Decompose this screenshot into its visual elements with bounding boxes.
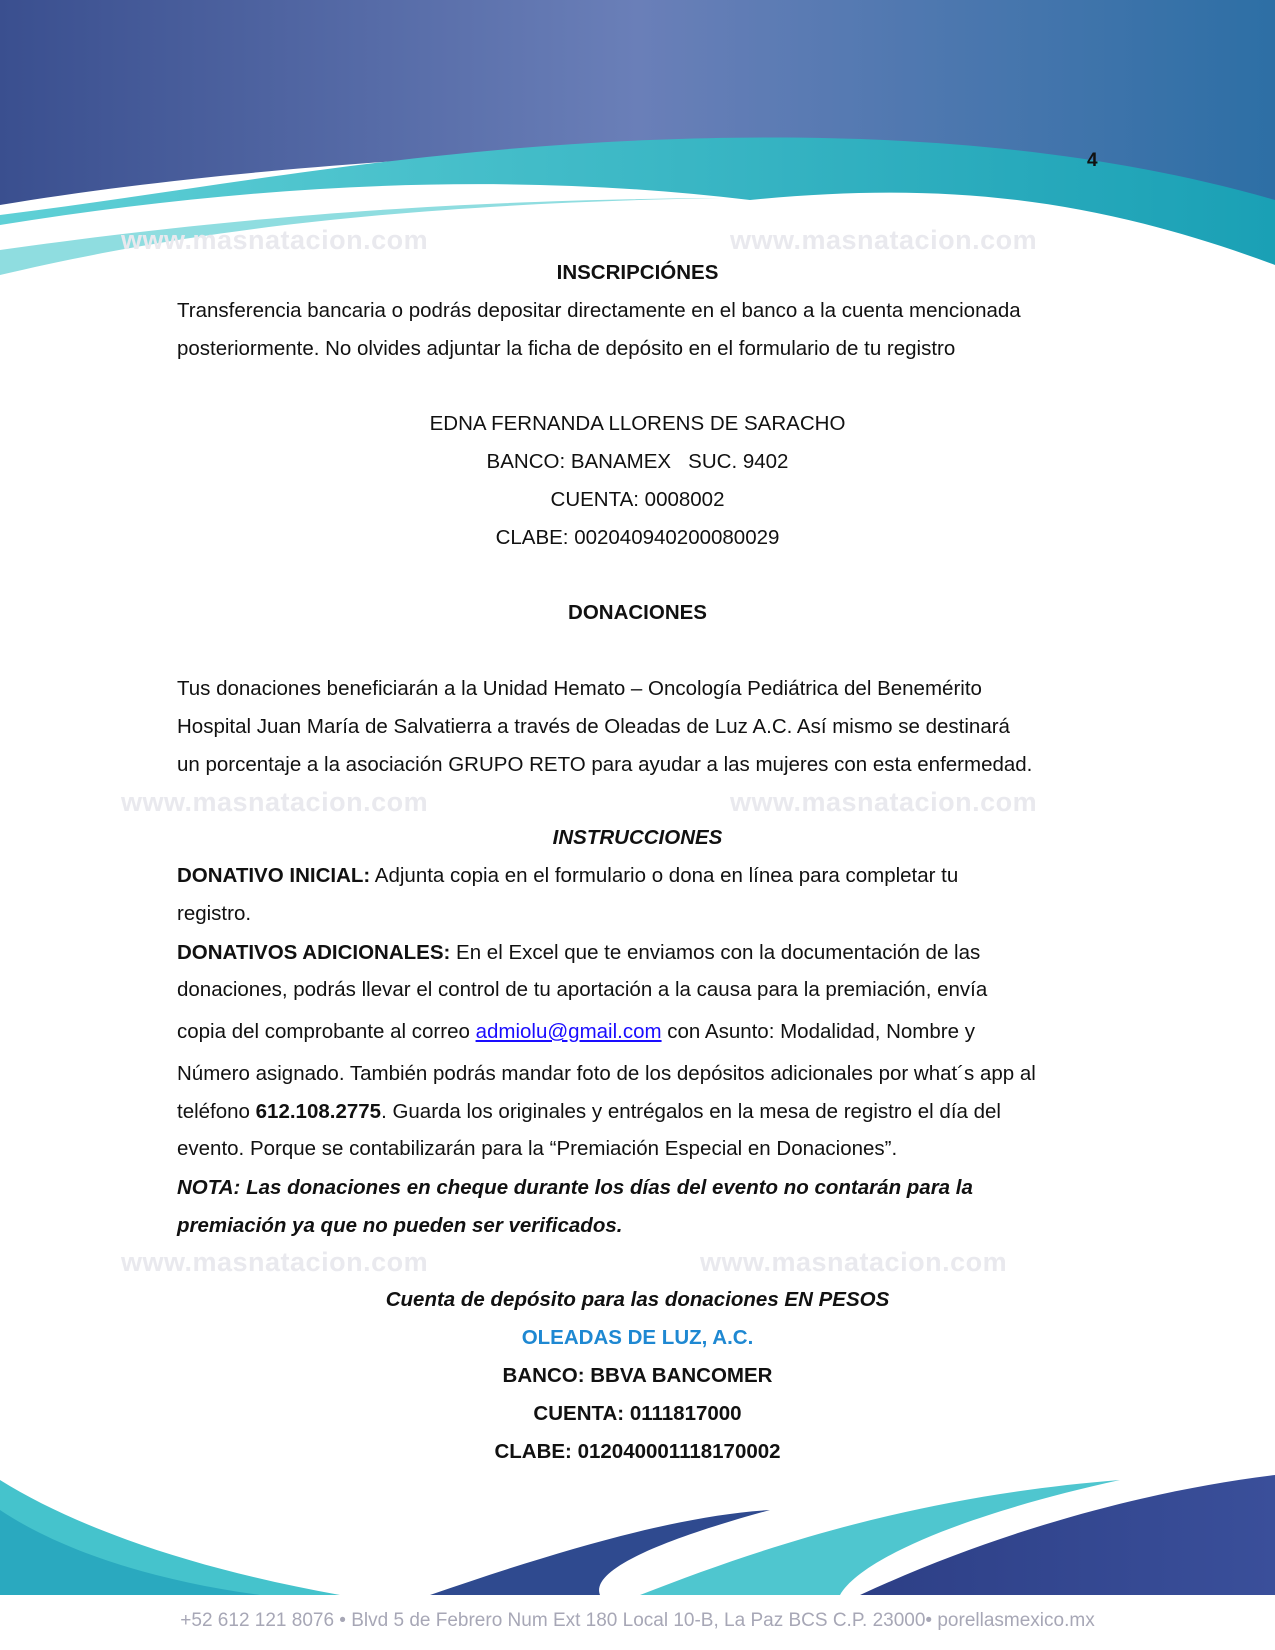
nota-line: premiación ya que no pueden ser verificados. bbox=[177, 1214, 623, 1237]
body-line: posteriormente. No olvides adjuntar la ficha de depósito en el formulario de tu registro bbox=[177, 337, 956, 360]
watermark: www.masnatacion.com bbox=[730, 787, 1038, 817]
account-bank: BANCO: BANAMEX SUC. 9402 bbox=[486, 450, 789, 473]
phone-line bbox=[177, 1100, 1001, 1124]
watermark: www.masnatacion.com bbox=[730, 225, 1038, 255]
body-line: donaciones, podrás llevar el control de tu aportación a la causa para la premiación, envía bbox=[177, 978, 988, 1001]
watermark: www.masnatacion.com bbox=[700, 1247, 1008, 1277]
label: DONATIVOS ADICIONALES: bbox=[177, 941, 451, 964]
body-line: Transferencia bancaria o podrás depositar directamente en el banco a la cuenta mencionada bbox=[177, 299, 1021, 322]
text: Adjunta copia en el formulario o dona en línea para completar tu bbox=[370, 864, 959, 887]
deposito-heading: Cuenta de depósito para las donaciones EN PESOS bbox=[385, 1288, 890, 1311]
inscripciones-heading: INSCRIPCIÓNES bbox=[556, 261, 719, 284]
text: . Guarda los originales y entrégalos en la mesa de registro el día del bbox=[381, 1100, 1001, 1123]
body-line: evento. Porque se contabilizarán para la “Premiación Especial en Donaciones”. bbox=[177, 1137, 898, 1160]
email-link[interactable]: admiolu@gmail.com bbox=[475, 1020, 662, 1043]
email-line bbox=[177, 1020, 975, 1044]
body-line: Tus donaciones beneficiarán a la Unidad Hemato – Oncología Pediátrica del Benemérito bbox=[177, 677, 982, 700]
text: copia del comprobante al correo bbox=[177, 1020, 476, 1043]
text: teléfono bbox=[177, 1100, 256, 1123]
page-number: 4 bbox=[1087, 150, 1098, 171]
account-number: CUENTA: 0008002 bbox=[550, 488, 725, 511]
body-line: Hospital Juan María de Salvatierra a través de Oleadas de Luz A.C. Así mismo se destinará bbox=[177, 715, 1010, 738]
text: con Asunto: Modalidad, Nombre y bbox=[661, 1020, 975, 1043]
watermark: www.masnatacion.com bbox=[121, 1247, 429, 1277]
watermark: www.masnatacion.com bbox=[121, 787, 429, 817]
label: DONATIVO INICIAL: bbox=[177, 864, 371, 887]
phone-number: 612.108.2775 bbox=[255, 1100, 382, 1123]
deposito-bank: BANCO: BBVA BANCOMER bbox=[502, 1364, 773, 1387]
deposito-account: CUENTA: 0111817000 bbox=[533, 1402, 742, 1425]
account-clabe: CLABE: 002040940200080029 bbox=[495, 526, 780, 549]
nota-line: NOTA: Las donaciones en cheque durante los días del evento no contarán para la bbox=[177, 1176, 973, 1199]
donativo-inicial-line bbox=[177, 864, 958, 888]
watermark: www.masnatacion.com bbox=[121, 225, 429, 255]
text: En el Excel que te enviamos con la documentación de las bbox=[450, 941, 981, 964]
body-line: Número asignado. También podrás mandar foto de los depósitos adicionales por what´s app al bbox=[177, 1062, 1036, 1085]
account-holder: EDNA FERNANDA LLORENS DE SARACHO bbox=[429, 412, 846, 435]
donaciones-heading: DONACIONES bbox=[568, 601, 707, 624]
body-line: un porcentaje a la asociación GRUPO RETO para ayudar a las mujeres con esta enfermedad. bbox=[177, 753, 1033, 776]
body-line: registro. bbox=[177, 902, 252, 925]
footer-wave-banner bbox=[0, 1470, 1275, 1600]
org-name: OLEADAS DE LUZ, A.C. bbox=[521, 1326, 754, 1349]
footer-contact: +52 612 121 8076 • Blvd 5 de Febrero Num Ext 180 Local 10-B, La Paz BCS C.P. 23000• porellasmexico.mx bbox=[180, 1610, 1095, 1631]
deposito-clabe: CLABE: 012040001118170002 bbox=[494, 1440, 781, 1463]
instrucciones-heading: INSTRUCCIONES bbox=[552, 826, 723, 849]
donativos-adicionales-line bbox=[177, 941, 980, 965]
